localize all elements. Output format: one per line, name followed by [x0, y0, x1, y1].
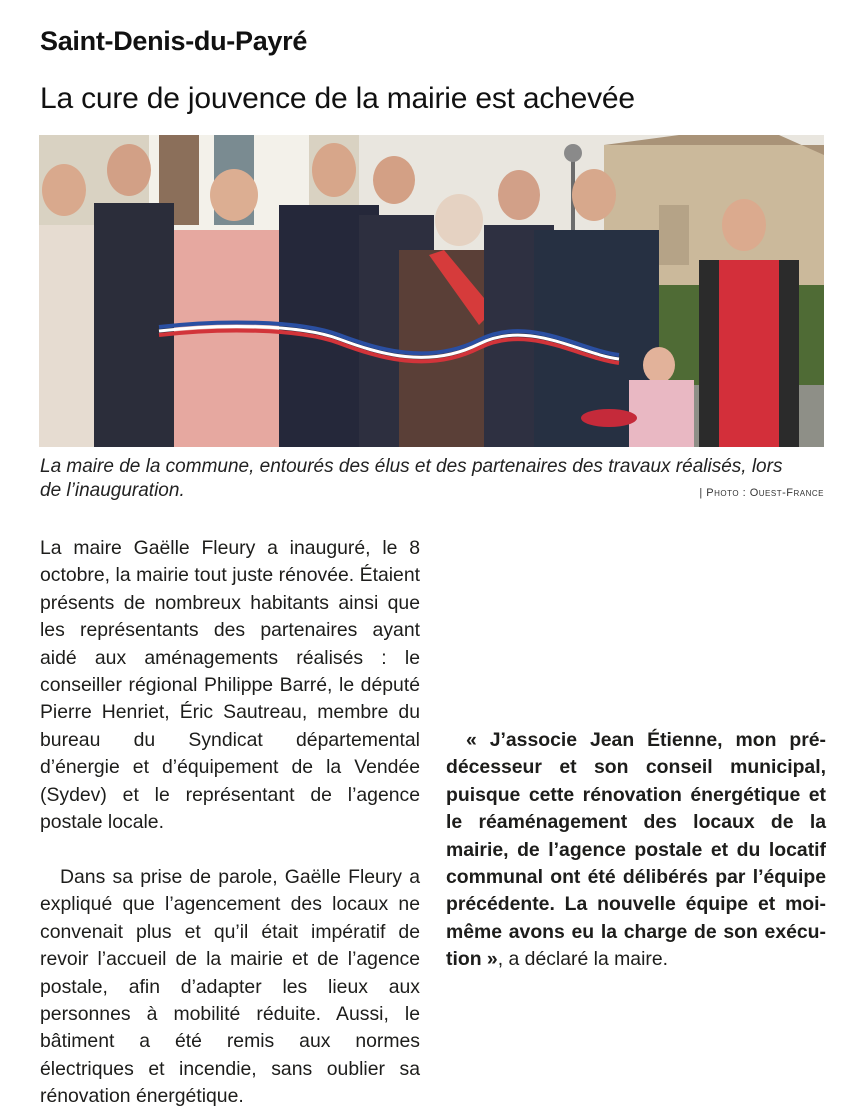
body-paragraph-1: La maire Gaëlle Fleury a inauguré, le 8 octobre, la mairie tout juste rénovée. Étaient présents de nombreux habitants ainsi que les représentants des partenaires ayant aidé aux aménagements réalisés : le conseiller régional Philippe Barré, le député Pierre Henriet, Éric Sautreau, membre du bureau du Syndicat départemental d’énergie et d’équipement de la Vendée (Sydev) et le représentant de l’agence postale locale.: [40, 537, 420, 834]
body-quote-paragraph: [446, 727, 826, 974]
article-kicker: Saint-Denis-du-Payré: [40, 26, 308, 56]
article-headline: La cure de jouvence de la mairie est achevée: [40, 82, 635, 115]
article-photo: [39, 135, 824, 447]
inauguration-photo-illustration: [39, 135, 824, 447]
mayor-quote: « J’associe Jean Étienne, mon prédécesseur et son conseil municipal, puisque cette rénovation énergétique et le réaménagement des locaux de la mairie, de l’agence postale et du locatif communal ont été délibérés par l’équipe précédente. La nouvelle équipe et moi-même avons eu la charge de son exécution »: [446, 729, 826, 971]
article-column-1: [40, 535, 420, 836]
photo-caption: La maire de la commune, entourés des élus et des partenaires des travaux réalisés, lors de l’inauguration.: [40, 456, 783, 501]
quote-attribution: , a déclaré la maire.: [497, 948, 669, 971]
body-paragraph-2: Dans sa prise de parole, Gaëlle Fleury a expliqué que l’agencement des locaux ne convenait plus et qu’il était impératif de revoir l’accueil de la mairie et de l’agence postale, afin d’adapter les lieux aux personnes à mobilité réduite. Aussi, le bâtiment a été remis aux normes électriques et incendie, sans oublier sa rénovation énergétique.: [40, 866, 420, 1108]
photo-credit: | Photo : Ouest-France: [699, 487, 824, 499]
